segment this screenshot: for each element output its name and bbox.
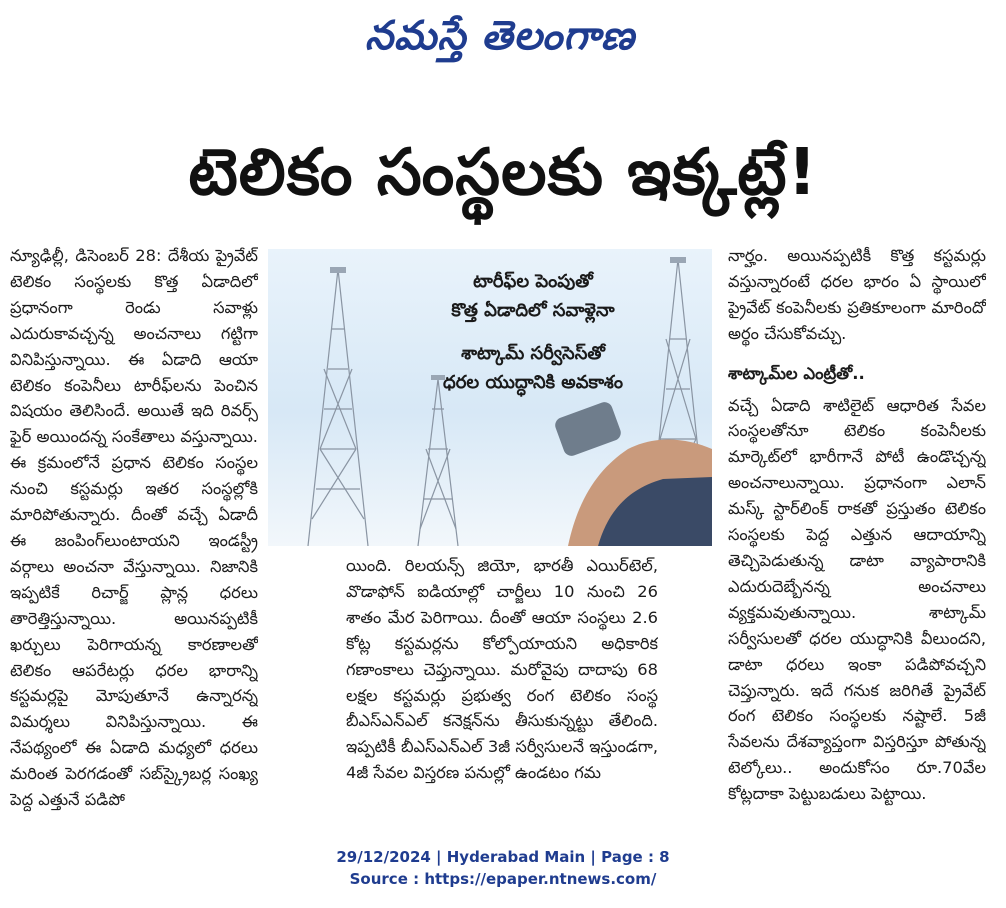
article-column-3 [728,243,986,825]
page-footer [0,846,1006,890]
article-headline: టెలికం సంస్థలకు ఇక్కట్లే! [188,136,818,210]
article-text-col3-part1: నార్హం. అయినప్పటికీ కొత్త కస్టమర్లు వస్తున్నారంటే ధరల భారం ఏ స్థాయిలో ప్రైవేట్ కంపెనీలకు ప్రతికూలంగా మారిందో అర్థం చేసుకోవచ్చు. [728,246,986,343]
article-text-col1: న్యూఢిల్లీ, డిసెంబర్ 28: దేశీయ ప్రైవేట్ టెలికం సంస్థలకు కొత్త ఏడాదిలో ప్రధానంగా రెండు సవాళ్లు ఎదురుకావచ్చన్న అంచనాలు గట్టిగా వినిపిస్తున్నాయి. ఈ ఏడాది ఆయా టెలికం కంపెనీలు టారీఫ్‌లను పెంచిన విషయం తెలిసిందే. అయితే ఇది రివర్స్ ఫైర్ అయిందన్న సంకేతాలు వస్తున్నాయి. ఈ క్రమంలోనే ప్రధాన టెలికం సంస్థల నుంచి కస్టమర్లు ఇతర సంస్థల్లోకి మారిపోతున్నారు. దీంతో వచ్చే ఏడాదీ ఈ జంపింగ్‌లుంటాయని ఇండస్ట్రీ వర్గాలు అంచనా వేస్తున్నాయి. నిజానికి ఇప్పటికే రిచార్జ్ ప్లాన్ల ధరలు తారెత్తిస్తున్నాయి. అయినప్పటికీ ఖర్చులు పెరిగాయన్న కారణాలతో టెలికం ఆపరేటర్లు ధరల భారాన్ని కస్టమర్లపై మోపుతూనే ఉన్నారన్న విమర్శలు వినిపిస్తున్నాయి. ఈ నేపథ్యంలో ఈ ఏడాది మధ్యలో ధరలు మరింత పెరగడంతో సబ్‌స్క్రైబర్ల సంఖ్య పెద్ద ఎత్తునే పడిపో [10,246,258,810]
caption-line-3: శాట్కామ్ సర్వీసెస్‌తో [461,343,605,364]
newspaper-masthead: నమస్తే తెలంగాణ [364,13,636,59]
article-text-col3-part2: వచ్చే ఏడాది శాటిలైట్ ఆధారిత సేవల సంస్థలతోనూ టెలికం కంపెనీలకు మార్కెట్‌లో భారీగానే పోటీ ఉండొచ్చన్న అంచనాలున్నాయి. ప్రధానంగా ఎలాన్ మస్క్ స్టార్‌లింక్ రాకతో ప్రస్తుతం టెలికం సంస్థలకు పెద్ద ఎత్తున ఆదాయాన్ని తెచ్చిపెడుతున్న డాటా వ్యాపారానికి ఎదురుదెబ్బేనన్న అంచనాలు వ్యక్తమవుతున్నాయి. శాట్కామ్ సర్వీసులతో ధరల యుద్ధానికి వీలుందని, డాటా ధరలు ఇంకా పడిపోవచ్చని చెప్తున్నారు. ఇదే గనుక జరిగితే ప్రైవేట్ రంగ టెలికం సంస్థలకు నష్టాలే. 5జీ సేవలను దేశవ్యాప్తంగా విస్తరిస్తూ పోతున్న టెల్కోలు.. అందుకోసం రూ.70వేల కోట్లదాకా పెట్టుబడులు పెట్టాయి. [728,395,986,804]
footer-source: Source : https://epaper.ntnews.com/ [349,870,657,888]
article-subheading: శాట్కామ్‌ల ఎంట్రీతో.. [728,363,865,383]
article-photo-telecom-towers [268,249,712,546]
article-text-col2: యింది. రిలయన్స్ జియో, భారతీ ఎయిర్‌టెల్, వొడాఫోన్ ఐడియాల్లో చార్జీలు 10 నుంచి 26 శాతం మేర పెరిగాయి. దీంతో ఆయా సంస్థలు 2.6 కోట్ల కస్టమర్లను కోల్పోయాయని అధికారిక గణాంకాలు చెప్తున్నాయి. మరోవైపు దాదాపు 68 లక్షల కస్టమర్లు ప్రభుత్వ రంగ టెలికం సంస్థ బీఎస్ఎన్ఎల్ కనెక్షన్‌ను తీసుకున్నట్టు తేలింది. ఇప్పటికీ బీఎస్ఎన్ఎల్ 3జీ సర్వీసులనే ఇస్తుండగా, 4జీ సేవల విస్తరణ పనుల్లో ఉండటం గమ [346,556,658,783]
article-column-1 [10,243,258,825]
caption-line-4: ధరల యుద్ధానికి అవకాశం [443,372,623,393]
article-column-2 [346,553,658,825]
caption-line-1: టారీఫ్‌ల పెంపుతో [473,271,593,292]
footer-date-edition: 29/12/2024 | Hyderabad Main | Page : 8 [336,848,670,866]
caption-line-2: కొత్త ఏడాదిలో సవాళ్లెనా [451,300,615,321]
photo-caption [418,267,648,407]
